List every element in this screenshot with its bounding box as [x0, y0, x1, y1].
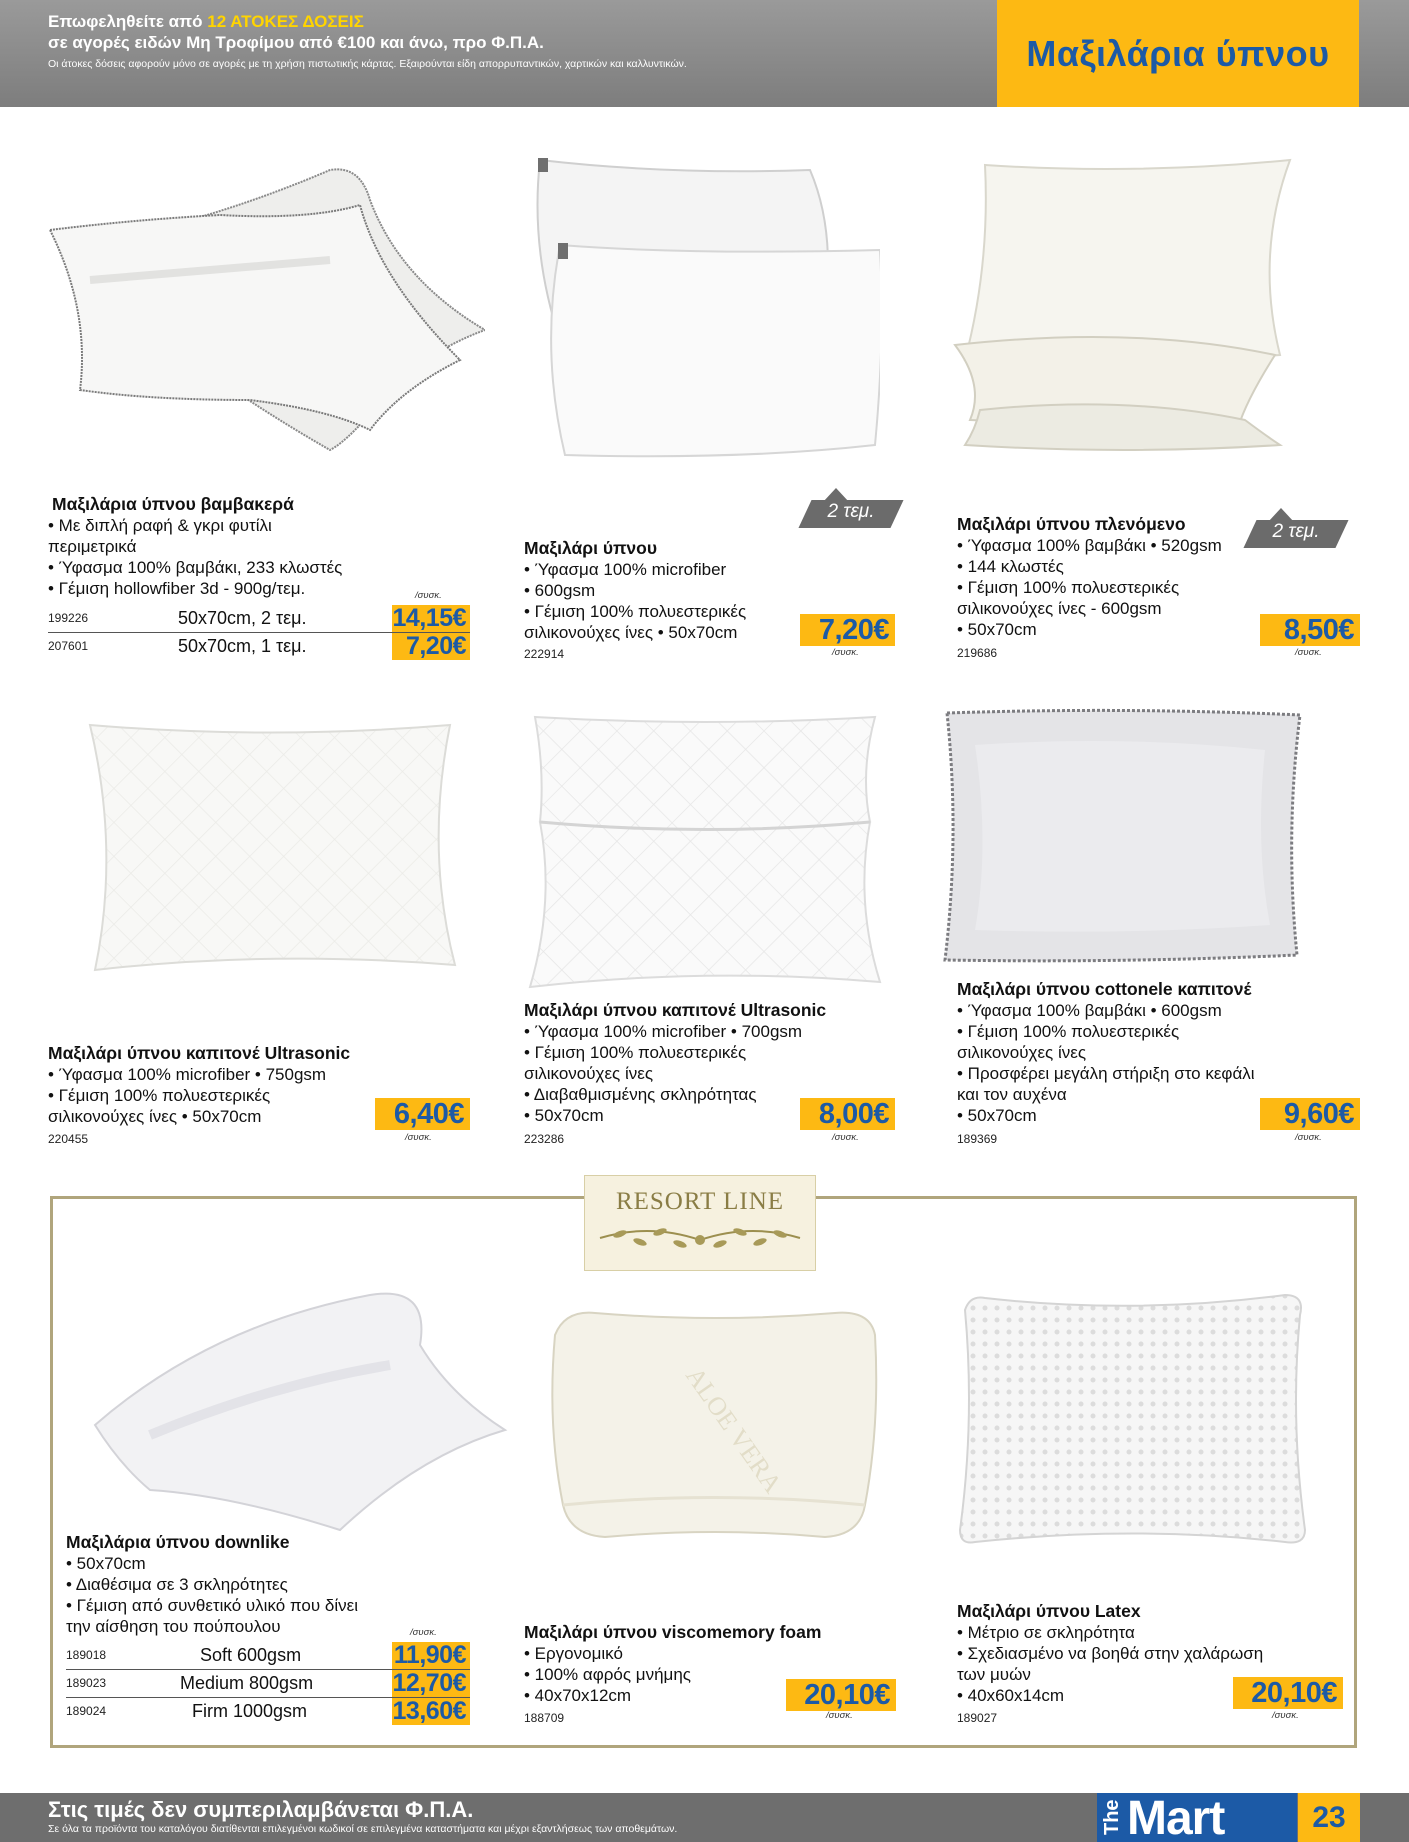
variant-row	[48, 633, 470, 661]
price-unit: /συσκ.	[1295, 1132, 1322, 1143]
logo-the: The	[1101, 1799, 1123, 1836]
variant-size: Medium 800gsm	[180, 1673, 314, 1693]
price-unit: /συσκ.	[832, 647, 859, 658]
variant-table	[66, 1642, 470, 1726]
product-code: 207601	[48, 639, 89, 653]
page-title: Μαξιλάρια ύπνου	[1026, 32, 1330, 74]
product-name: Μαξιλάρι ύπνου cottonele καπιτονέ	[957, 979, 1252, 999]
price-tag: 13,60€	[392, 1698, 470, 1725]
product-description: • Ύφασμα 100% microfiber • 700gsm • Γέμιση 100% πολυεστερικές σιλικονούχες ίνες • Διαβαθμισμένης σκληρότητας • 50x70cm	[524, 1022, 803, 1125]
price-tag: 20,10€	[786, 1679, 896, 1711]
price-unit: /συσκ.	[832, 1132, 859, 1143]
product-description: • Με διπλή ραφή & γκρι φυτίλι περιμετρικά • Ύφασμα 100% βαμβάκι, 233 κλωστές • Γέμιση hollowfiber 3d - 900g/τεμ.	[48, 516, 343, 598]
product-code: 222914	[524, 647, 565, 661]
aloe-vera-imprint: ALOE VERA	[680, 1361, 788, 1499]
product-image-washable-pillows	[945, 155, 1310, 455]
product-description: • Ύφασμα 100% microfiber • 750gsm • Γέμιση 100% πολυεστερικές σιλικονούχες ίνες • 50x70cm	[48, 1065, 327, 1126]
variant-row	[48, 605, 470, 633]
resort-line-logo	[584, 1175, 816, 1271]
price-unit: /συσκ.	[1295, 647, 1322, 658]
product-image-memory-foam-pillow	[535, 1305, 895, 1550]
product-code: 189369	[957, 1132, 998, 1146]
product-description: • 50x70cm • Διαθέσιμα σε 3 σκληρότητες • Γέμιση από συνθετικό υλικό που δίνει την αίσθηση του πούπουλου	[66, 1554, 358, 1636]
availability-note: Σε όλα τα προϊόντα του καταλόγου διατίθενται επιλεγμένοι κωδικοί σε επιλεγμένα καταστήματα και μέχρι εξαντλήσεως των αποθεμάτων.	[48, 1823, 678, 1835]
promo-line-2: σε αγορές ειδών Μη Τροφίμου από €100 και άνω, προ Φ.Π.Α.	[48, 33, 544, 52]
product-description: • Ύφασμα 100% βαμβάκι • 600gsm • Γέμιση 100% πολυεστερικές σιλικονούχες ίνες • Προσφέρει μεγάλη στήριξη στο κεφάλι και τον αυχένα • 50x70cm	[957, 1001, 1255, 1125]
promo-line-1: Επωφεληθείτε από 12 ΑΤΟΚΕΣ ΔΟΣΕΙΣ	[48, 12, 364, 31]
laurel-ornament-icon	[590, 1218, 810, 1258]
price-unit: /συσκ.	[405, 1132, 432, 1143]
product-name: Μαξιλάρι ύπνου	[524, 538, 658, 558]
price-unit: /συσκ.	[826, 1710, 853, 1721]
price-tag: 14,15€	[392, 605, 470, 632]
price-tag: 11,90€	[392, 1642, 470, 1669]
price-tag: 8,00€	[800, 1098, 895, 1130]
variant-row	[66, 1642, 470, 1670]
logo-mart: Mart	[1127, 1792, 1225, 1842]
product-name: Μαξιλάρι ύπνου καπιτονέ Ultrasonic	[524, 1000, 827, 1020]
promo-note: Οι άτοκες δόσεις αφορούν μόνο σε αγορές με τη χρήση πιστωτικής κάρτας. Εξαιρούνται είδη απορρυπαντικών, χαρτικών και καλλυντικών.	[48, 58, 687, 70]
product-description: • Ύφασμα 100% βαμβάκι • 520gsm • 144 κλωστές • Γέμιση 100% πολυεστερικές σιλικονούχες ίνες - 600gsm • 50x70cm	[957, 536, 1222, 639]
promo-highlight: 12 ΑΤΟΚΕΣ ΔΟΣΕΙΣ	[207, 12, 364, 31]
variant-size: 50x70cm, 1 τεμ.	[178, 636, 307, 656]
product-code: 188709	[524, 1711, 565, 1725]
page-number: 23	[1298, 1793, 1360, 1842]
product-name: Μαξιλάρι ύπνου Latex	[957, 1601, 1141, 1621]
product-description: • Εργονομικό • 100% αφρός μνήμης • 40x70x12cm	[524, 1644, 691, 1705]
variant-size: Soft 600gsm	[200, 1645, 302, 1665]
resort-line-logo-text: RESORT LINE	[615, 1188, 785, 1215]
price-tag: 6,40€	[375, 1098, 470, 1130]
product-code: 189023	[66, 1676, 107, 1690]
quantity-badge: 2 τεμ.	[805, 488, 897, 528]
price-unit: /συσκ.	[410, 1627, 437, 1638]
product-image-cottonele-pillow	[935, 705, 1310, 970]
product-code: 189027	[957, 1711, 998, 1725]
variant-size: Firm 1000gsm	[192, 1701, 308, 1721]
product-image-graded-ultrasonic-pillow	[525, 712, 885, 992]
product-image-ultrasonic-pillow	[80, 720, 460, 980]
product-code: 219686	[957, 646, 998, 660]
price-tag: 7,20€	[800, 614, 895, 646]
price-tag: 8,50€	[1260, 614, 1360, 646]
the-mart-logo	[1097, 1793, 1297, 1842]
product-image-microfiber-pillows	[520, 140, 880, 460]
product-name: Μαξιλάρι ύπνου πλενόμενο	[957, 514, 1186, 534]
variant-size: 50x70cm, 2 τεμ.	[178, 608, 307, 628]
product-description: • Μέτριο σε σκληρότητα • Σχεδιασμένο να βοηθά στην χαλάρωση των μυών • 40x60x14cm	[957, 1623, 1264, 1705]
product-code: 189018	[66, 1648, 107, 1662]
product-code: 189024	[66, 1704, 107, 1718]
product-code: 223286	[524, 1132, 565, 1146]
price-tag: 12,70€	[392, 1670, 470, 1697]
product-description: • Ύφασμα 100% microfiber • 600gsm • Γέμιση 100% πολυεστερικές σιλικονούχες ίνες • 50x70cm	[524, 560, 747, 642]
variant-row	[66, 1670, 470, 1698]
price-tag: 20,10€	[1233, 1677, 1343, 1709]
product-name: Μαξιλάρια ύπνου downlike	[66, 1532, 290, 1552]
product-code: 199226	[48, 611, 89, 625]
product-code: 220455	[48, 1132, 89, 1146]
page-title-box	[997, 0, 1359, 107]
quantity-badge: 2 τεμ.	[1250, 508, 1342, 548]
price-unit: /συσκ.	[415, 590, 442, 601]
price-tag: 7,20€	[392, 633, 470, 660]
vat-notice: Στις τιμές δεν συμπεριλαμβάνεται Φ.Π.Α.	[48, 1797, 474, 1822]
variant-table	[48, 605, 470, 661]
product-name: Μαξιλάρι ύπνου καπιτονέ Ultrasonic	[48, 1043, 351, 1063]
variant-row	[66, 1698, 470, 1726]
product-name: Μαξιλάρι ύπνου viscomemory foam	[524, 1622, 822, 1642]
price-tag: 9,60€	[1260, 1098, 1360, 1130]
product-image-downlike-pillow	[90, 1285, 510, 1535]
product-image-latex-pillow	[955, 1290, 1310, 1550]
price-unit: /συσκ.	[1272, 1710, 1299, 1721]
product-image-cotton-pillows	[30, 160, 485, 460]
product-name: Μαξιλάρια ύπνου βαμβακερά	[52, 494, 294, 514]
